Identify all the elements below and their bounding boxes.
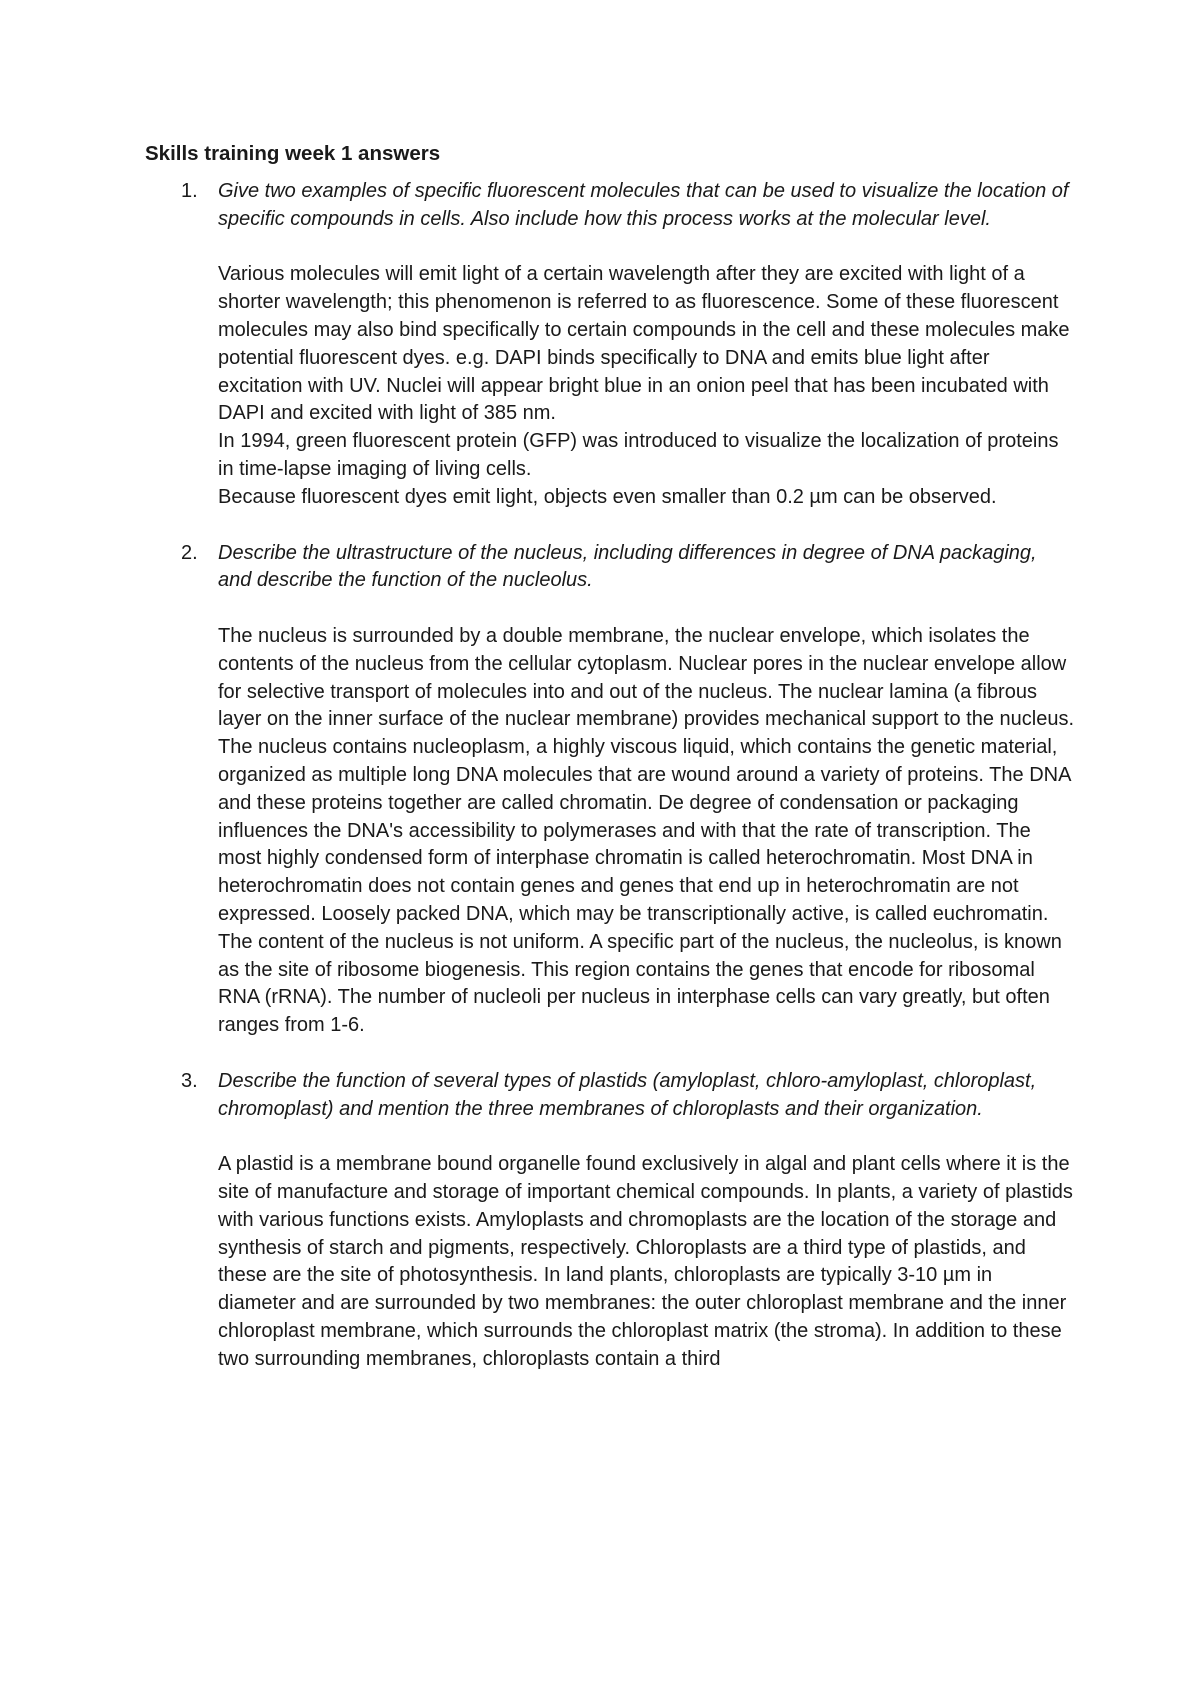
question-number: 1. — [181, 180, 198, 202]
answer-paragraph: Various molecules will emit light of a certain wavelength after they are excited with light of a shorter wavelength; this phenomenon is referred to as fluorescence. Some of these fluorescent molecules may also bind specifically to certain compounds in the cell and these molecules make potential fluorescent dyes. e.g. DAPI binds specifically to DNA and emits blue light after excitation with UV. Nuclei will appear bright blue in an onion peel that has been incubated with DAPI and excited with light of 385 nm. — [218, 263, 1070, 425]
question-number: 3. — [181, 1069, 198, 1092]
answer-paragraph: A plastid is a membrane bound organelle found exclusively in algal and plant cells where it is the site of manufacture and storage of important chemical compounds. In plants, a variety of plastids with various functions exists. Amyloplasts and chromoplasts are the location of the storage and synthesis of starch and pigments, respectively. Chloroplasts are a third type of plastids, and these are the site of photosynthesis. In land plants, chloroplasts are typically 3-10 µm in diameter and are surrounded by two membranes: the outer chloroplast membrane and the inner chloroplast membrane, which surrounds the chloroplast matrix (the stroma). In addition to these two surrounding membranes, chloroplasts contain a third — [218, 1153, 1073, 1370]
question-answer — [218, 623, 1075, 1040]
question-1 — [145, 178, 1075, 512]
answer-paragraph: In 1994, green fluorescent protein (GFP) was introduced to visualize the localization of proteins in time-lapse imaging of living cells. — [218, 430, 1059, 480]
question-prompt: Describe the function of several types of plastids (amyloplast, chloro-amyloplast, chloroplast, chromoplast) and mention the three membranes of chloroplasts and their organization. — [218, 1069, 1037, 1120]
question-prompt: Describe the ultrastructure of the nucleus, including differences in degree of DNA packaging, and describe the function of the nucleolus. — [218, 541, 1037, 592]
question-2 — [145, 540, 1075, 1040]
question-3 — [145, 1068, 1075, 1374]
answer-paragraph: The nucleus is surrounded by a double membrane, the nuclear envelope, which isolates the contents of the nucleus from the cellular cytoplasm. Nuclear pores in the nuclear envelope allow for selective transport of molecules into and out of the nucleus. The nuclear lamina (a fibrous layer on the inner surface of the nuclear membrane) provides mechanical support to the nucleus. The nucleus contains nucleoplasm, a highly viscous liquid, which contains the genetic material, organized as multiple long DNA molecules that are wound around a variety of proteins. The DNA and these proteins together are called chromatin. De degree of condensation or packaging influences the DNA's accessibility to polymerases and with that the rate of transcription. The most highly condensed form of interphase chromatin is called heterochromatin. Most DNA in heterochromatin does not contain genes and genes that end up in heterochromatin are not expressed. Loosely packed DNA, which may be transcriptionally active, is called euchromatin. The content of the nucleus is not uniform. A specific part of the nucleus, the nucleolus, is known as the site of ribosome biogenesis. This region contains the genes that encode for ribosomal RNA (rRNA). The number of nucleoli per nucleus in interphase cells can vary greatly, but often ranges from 1-6. — [218, 624, 1075, 1037]
question-number: 2. — [181, 541, 198, 564]
question-prompt: Give two examples of specific fluorescent molecules that can be used to visualize the location of specific compounds in cells. Also include how this process works at the molecular level. — [218, 180, 1069, 230]
document-body — [145, 140, 1075, 1402]
document-title: Skills training week 1 answers — [145, 142, 441, 165]
question-answer — [218, 261, 1075, 511]
question-answer — [218, 1151, 1075, 1373]
answer-paragraph: Because fluorescent dyes emit light, objects even smaller than 0.2 µm can be observed. — [218, 485, 997, 508]
